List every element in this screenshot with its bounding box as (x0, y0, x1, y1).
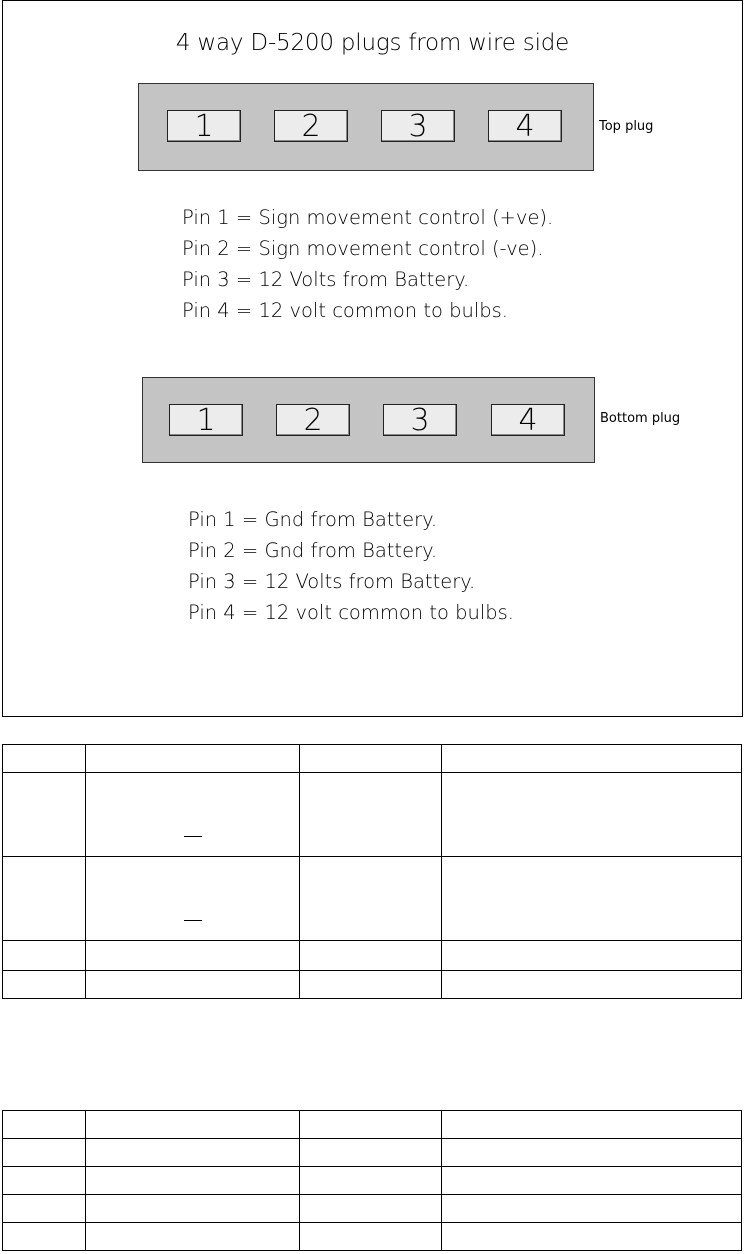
table-row (3, 1223, 742, 1251)
table-cell (3, 773, 86, 857)
table-cell (3, 1195, 86, 1223)
table-cell (442, 1111, 742, 1139)
table-cell (3, 971, 86, 999)
table-cell (3, 941, 86, 971)
table-cell (86, 1111, 300, 1139)
top-pin-description: Pin 4 = 12 volt common to bulbs. (182, 299, 508, 322)
table-row (3, 1167, 742, 1195)
table-row (3, 971, 742, 999)
table-row (3, 1195, 742, 1223)
table-cell (300, 971, 442, 999)
table-cell (86, 1139, 300, 1167)
top-plug-pin-1: 1 (167, 110, 241, 142)
bottom-pin-description: Pin 1 = Gnd from Battery. (188, 508, 438, 531)
table-cell (300, 745, 442, 773)
table-cell (3, 1139, 86, 1167)
table-cell (442, 773, 742, 857)
table-cell (86, 773, 300, 857)
bottom-plug-pin-descriptions (188, 504, 514, 628)
top-plug-pin-2: 2 (274, 110, 348, 142)
bottom-plug-pin-1: 1 (169, 404, 243, 436)
top-plug-pin-descriptions (182, 202, 553, 326)
table-cell (86, 971, 300, 999)
table-2 (2, 1110, 742, 1251)
table-cell (442, 857, 742, 941)
table-cell (300, 773, 442, 857)
table-row (3, 1111, 742, 1139)
top-plug-pin-4: 4 (488, 110, 562, 142)
table-row (3, 857, 742, 941)
table-row (3, 745, 742, 773)
table-cell (300, 1111, 442, 1139)
table-cell (300, 1223, 442, 1251)
table-1 (2, 744, 742, 999)
table-cell (442, 1139, 742, 1167)
table-cell (442, 745, 742, 773)
table-cell (300, 1195, 442, 1223)
table-cell (442, 1223, 742, 1251)
table-row (3, 1139, 742, 1167)
table-cell (3, 857, 86, 941)
table-cell (3, 1111, 86, 1139)
bottom-plug-pin-4: 4 (491, 404, 565, 436)
top-plug-pin-3: 3 (381, 110, 455, 142)
table-cell (442, 1167, 742, 1195)
table-cell (442, 1195, 742, 1223)
table-cell (86, 941, 300, 971)
table-cell (86, 1195, 300, 1223)
bottom-pin-description: Pin 2 = Gnd from Battery. (188, 539, 438, 562)
table-cell (86, 1167, 300, 1195)
table-cell (86, 857, 300, 941)
top-plug (138, 83, 594, 171)
bottom-plug-label: Bottom plug (600, 411, 681, 426)
table-cell (86, 1223, 300, 1251)
top-pin-description: Pin 2 = Sign movement control (-ve). (182, 237, 544, 260)
bottom-plug (142, 377, 595, 463)
table-cell (442, 941, 742, 971)
table-row (3, 773, 742, 857)
table-cell (300, 1139, 442, 1167)
overline-mark (184, 920, 202, 921)
table-cell (300, 1167, 442, 1195)
table-cell (3, 1223, 86, 1251)
table-cell (3, 745, 86, 773)
bottom-plug-pin-2: 2 (276, 404, 350, 436)
overline-mark (184, 836, 202, 837)
table-row (3, 941, 742, 971)
diagram-title: 4 way D-5200 plugs from wire side (175, 30, 570, 56)
top-pin-description: Pin 3 = 12 Volts from Battery. (182, 268, 470, 291)
table-cell (86, 745, 300, 773)
top-plug-label: Top plug (599, 119, 654, 134)
bottom-pin-description: Pin 3 = 12 Volts from Battery. (188, 570, 476, 593)
top-pin-description: Pin 1 = Sign movement control (+ve). (182, 206, 554, 229)
table-cell (300, 857, 442, 941)
table-cell (442, 971, 742, 999)
table-cell (3, 1167, 86, 1195)
bottom-pin-description: Pin 4 = 12 volt common to bulbs. (188, 601, 514, 624)
table-cell (300, 941, 442, 971)
bottom-plug-pin-3: 3 (383, 404, 457, 436)
